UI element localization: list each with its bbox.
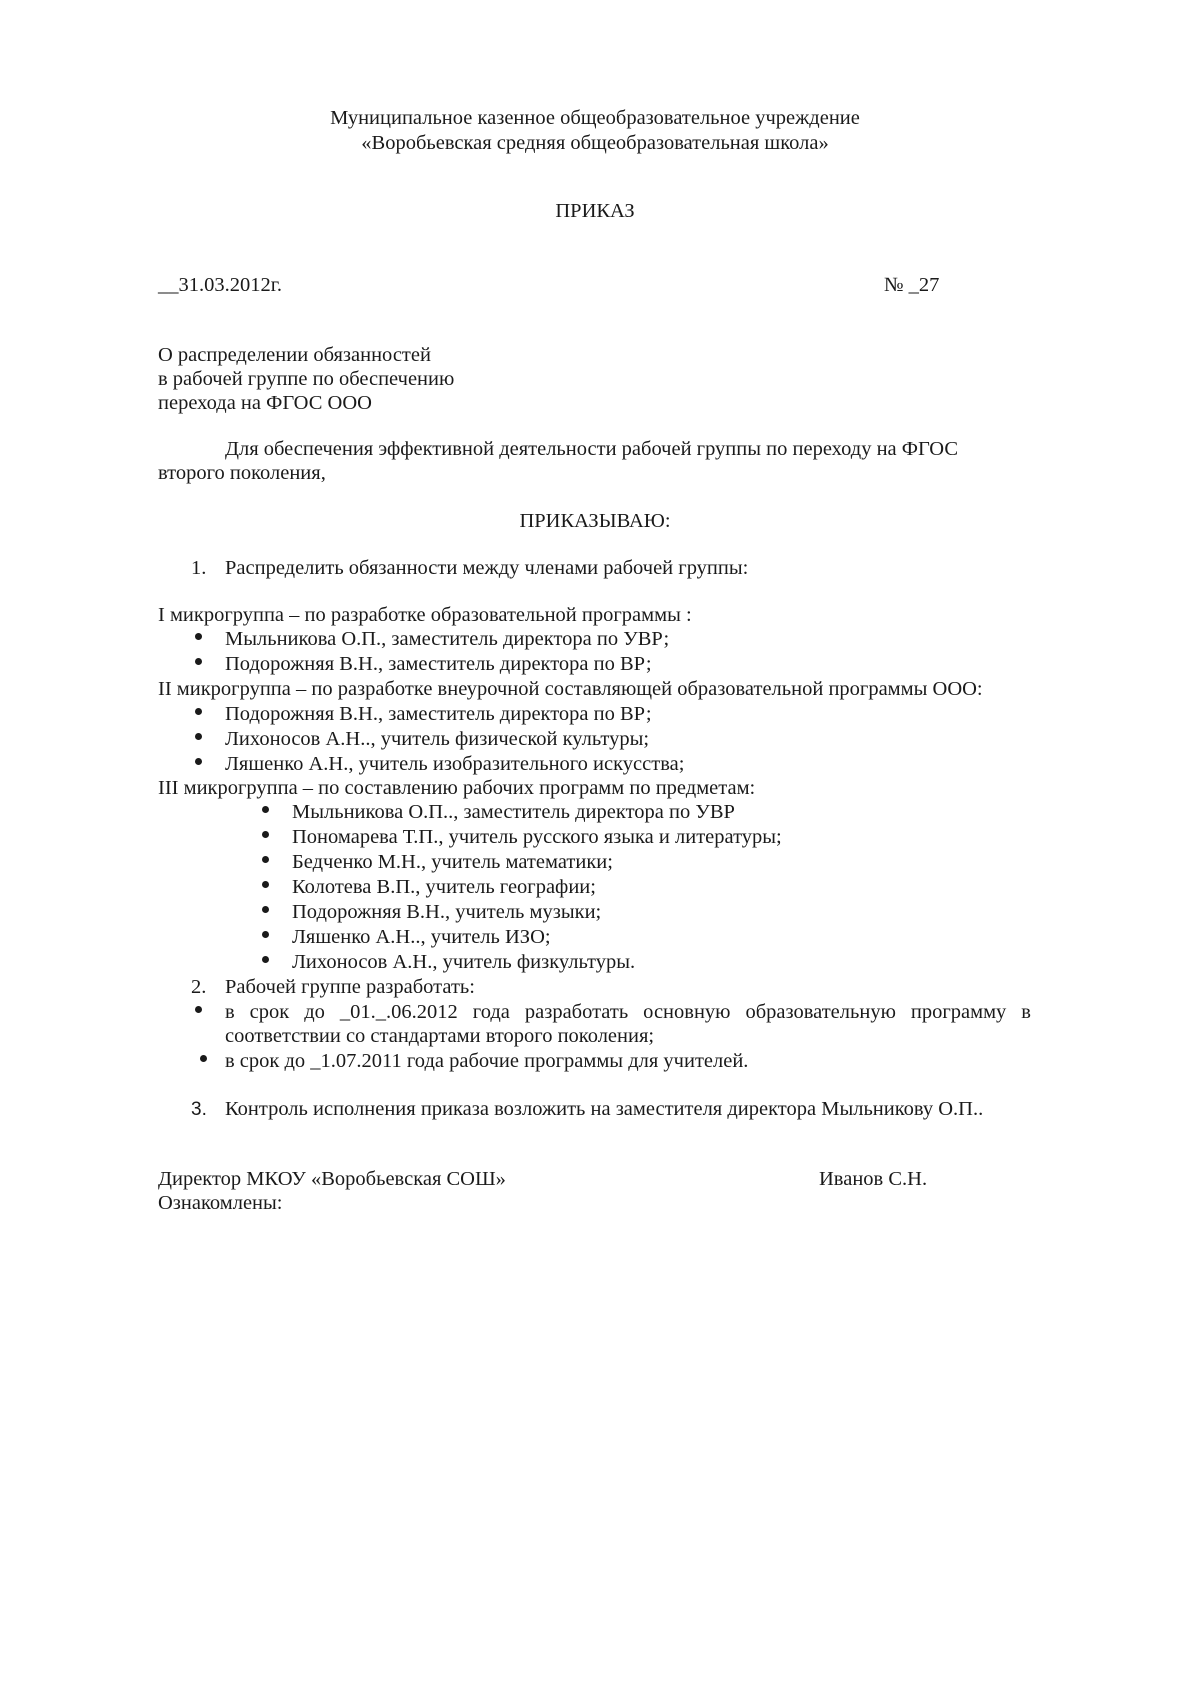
subject-line: перехода на ФГОС ООО — [158, 392, 372, 414]
group2-heading: II микрогруппа – по разработке внеурочной составляющей образовательной программы ООО: — [158, 678, 983, 700]
group2-member: Ляшенко А.Н., учитель изобразительного искусства; — [225, 753, 685, 775]
group3-member: Бедченко М.Н., учитель математики; — [292, 851, 613, 873]
bullet-icon — [262, 956, 269, 963]
bullet-icon — [195, 758, 202, 765]
group3-member: Пономарева Т.П., учитель русского языка и литературы; — [292, 826, 782, 848]
item2-text: Рабочей группе разработать: — [225, 976, 475, 998]
signature-name: Иванов С.Н. — [819, 1168, 928, 1190]
organization-name-line2: «Воробьевская средняя общеобразовательная школа» — [361, 132, 829, 154]
group1-heading: I микрогруппа – по разработке образовательной программы : — [158, 604, 692, 626]
preamble-line1: Для обеспечения эффективной деятельности рабочей группы по переходу на ФГОС — [225, 438, 959, 460]
document-title: ПРИКАЗ — [555, 200, 635, 222]
bullet-icon — [195, 633, 202, 640]
group3-member: Подорожняя В.Н., учитель музыки; — [292, 901, 602, 923]
bullet-icon — [195, 1006, 202, 1013]
bullet-icon — [262, 931, 269, 938]
bullet-icon — [195, 658, 202, 665]
bullet-icon — [262, 806, 269, 813]
subject-line: в рабочей группе по обеспечению — [158, 368, 455, 390]
bullet-icon — [262, 831, 269, 838]
group3-member: Колотева В.П., учитель географии; — [292, 876, 596, 898]
acquainted-label: Ознакомлены: — [158, 1192, 283, 1214]
bullet-icon — [195, 733, 202, 740]
item1-number: 1. — [191, 557, 207, 579]
preamble-line2: второго поколения, — [158, 462, 326, 484]
group3-heading: III микрогруппа – по составлению рабочих программ по предметам: — [158, 777, 756, 799]
group3-member: Ляшенко А.Н.., учитель ИЗО; — [292, 926, 551, 948]
group2-member: Подорожняя В.Н., заместитель директора по ВР; — [225, 703, 652, 725]
bullet-icon — [200, 1055, 207, 1062]
group2-member: Лихоносов А.Н.., учитель физической культуры; — [225, 728, 650, 750]
bullet-icon — [262, 906, 269, 913]
group3-member: Мыльникова О.П.., заместитель директора по УВР — [292, 801, 735, 823]
item2-task2: в срок до _1.07.2011 года рабочие программы для учителей. — [225, 1050, 749, 1072]
subject-line: О распределении обязанностей — [158, 344, 431, 366]
organization-name-line1: Муниципальное казенное общеобразовательное учреждение — [330, 107, 860, 129]
bullet-icon — [195, 708, 202, 715]
order-date: __31.03.2012г. — [158, 274, 282, 296]
group1-member: Мыльникова О.П., заместитель директора по УВР; — [225, 628, 670, 650]
group3-member: Лихоносов А.Н., учитель физкультуры. — [292, 951, 636, 973]
item1-text: Распределить обязанности между членами рабочей группы: — [225, 557, 749, 579]
group1-member: Подорожняя В.Н., заместитель директора по ВР; — [225, 653, 652, 675]
item2-number: 2. — [191, 976, 207, 998]
item3-text: Контроль исполнения приказа возложить на заместителя директора Мыльникову О.П.. — [225, 1098, 984, 1120]
item2-task1-line2: соответствии со стандартами второго поколения; — [225, 1025, 655, 1047]
bullet-icon — [262, 881, 269, 888]
signature-position: Директор МКОУ «Воробьевская СОШ» — [158, 1168, 506, 1190]
bullet-icon — [262, 856, 269, 863]
item2-task1-line1: в срок до _01._.06.2012 года разработать основную образовательную программу в — [225, 1001, 1031, 1023]
item3-number: 3. — [191, 1099, 207, 1120]
order-word: ПРИКАЗЫВАЮ: — [519, 510, 671, 532]
order-number: № _27 — [884, 274, 940, 296]
